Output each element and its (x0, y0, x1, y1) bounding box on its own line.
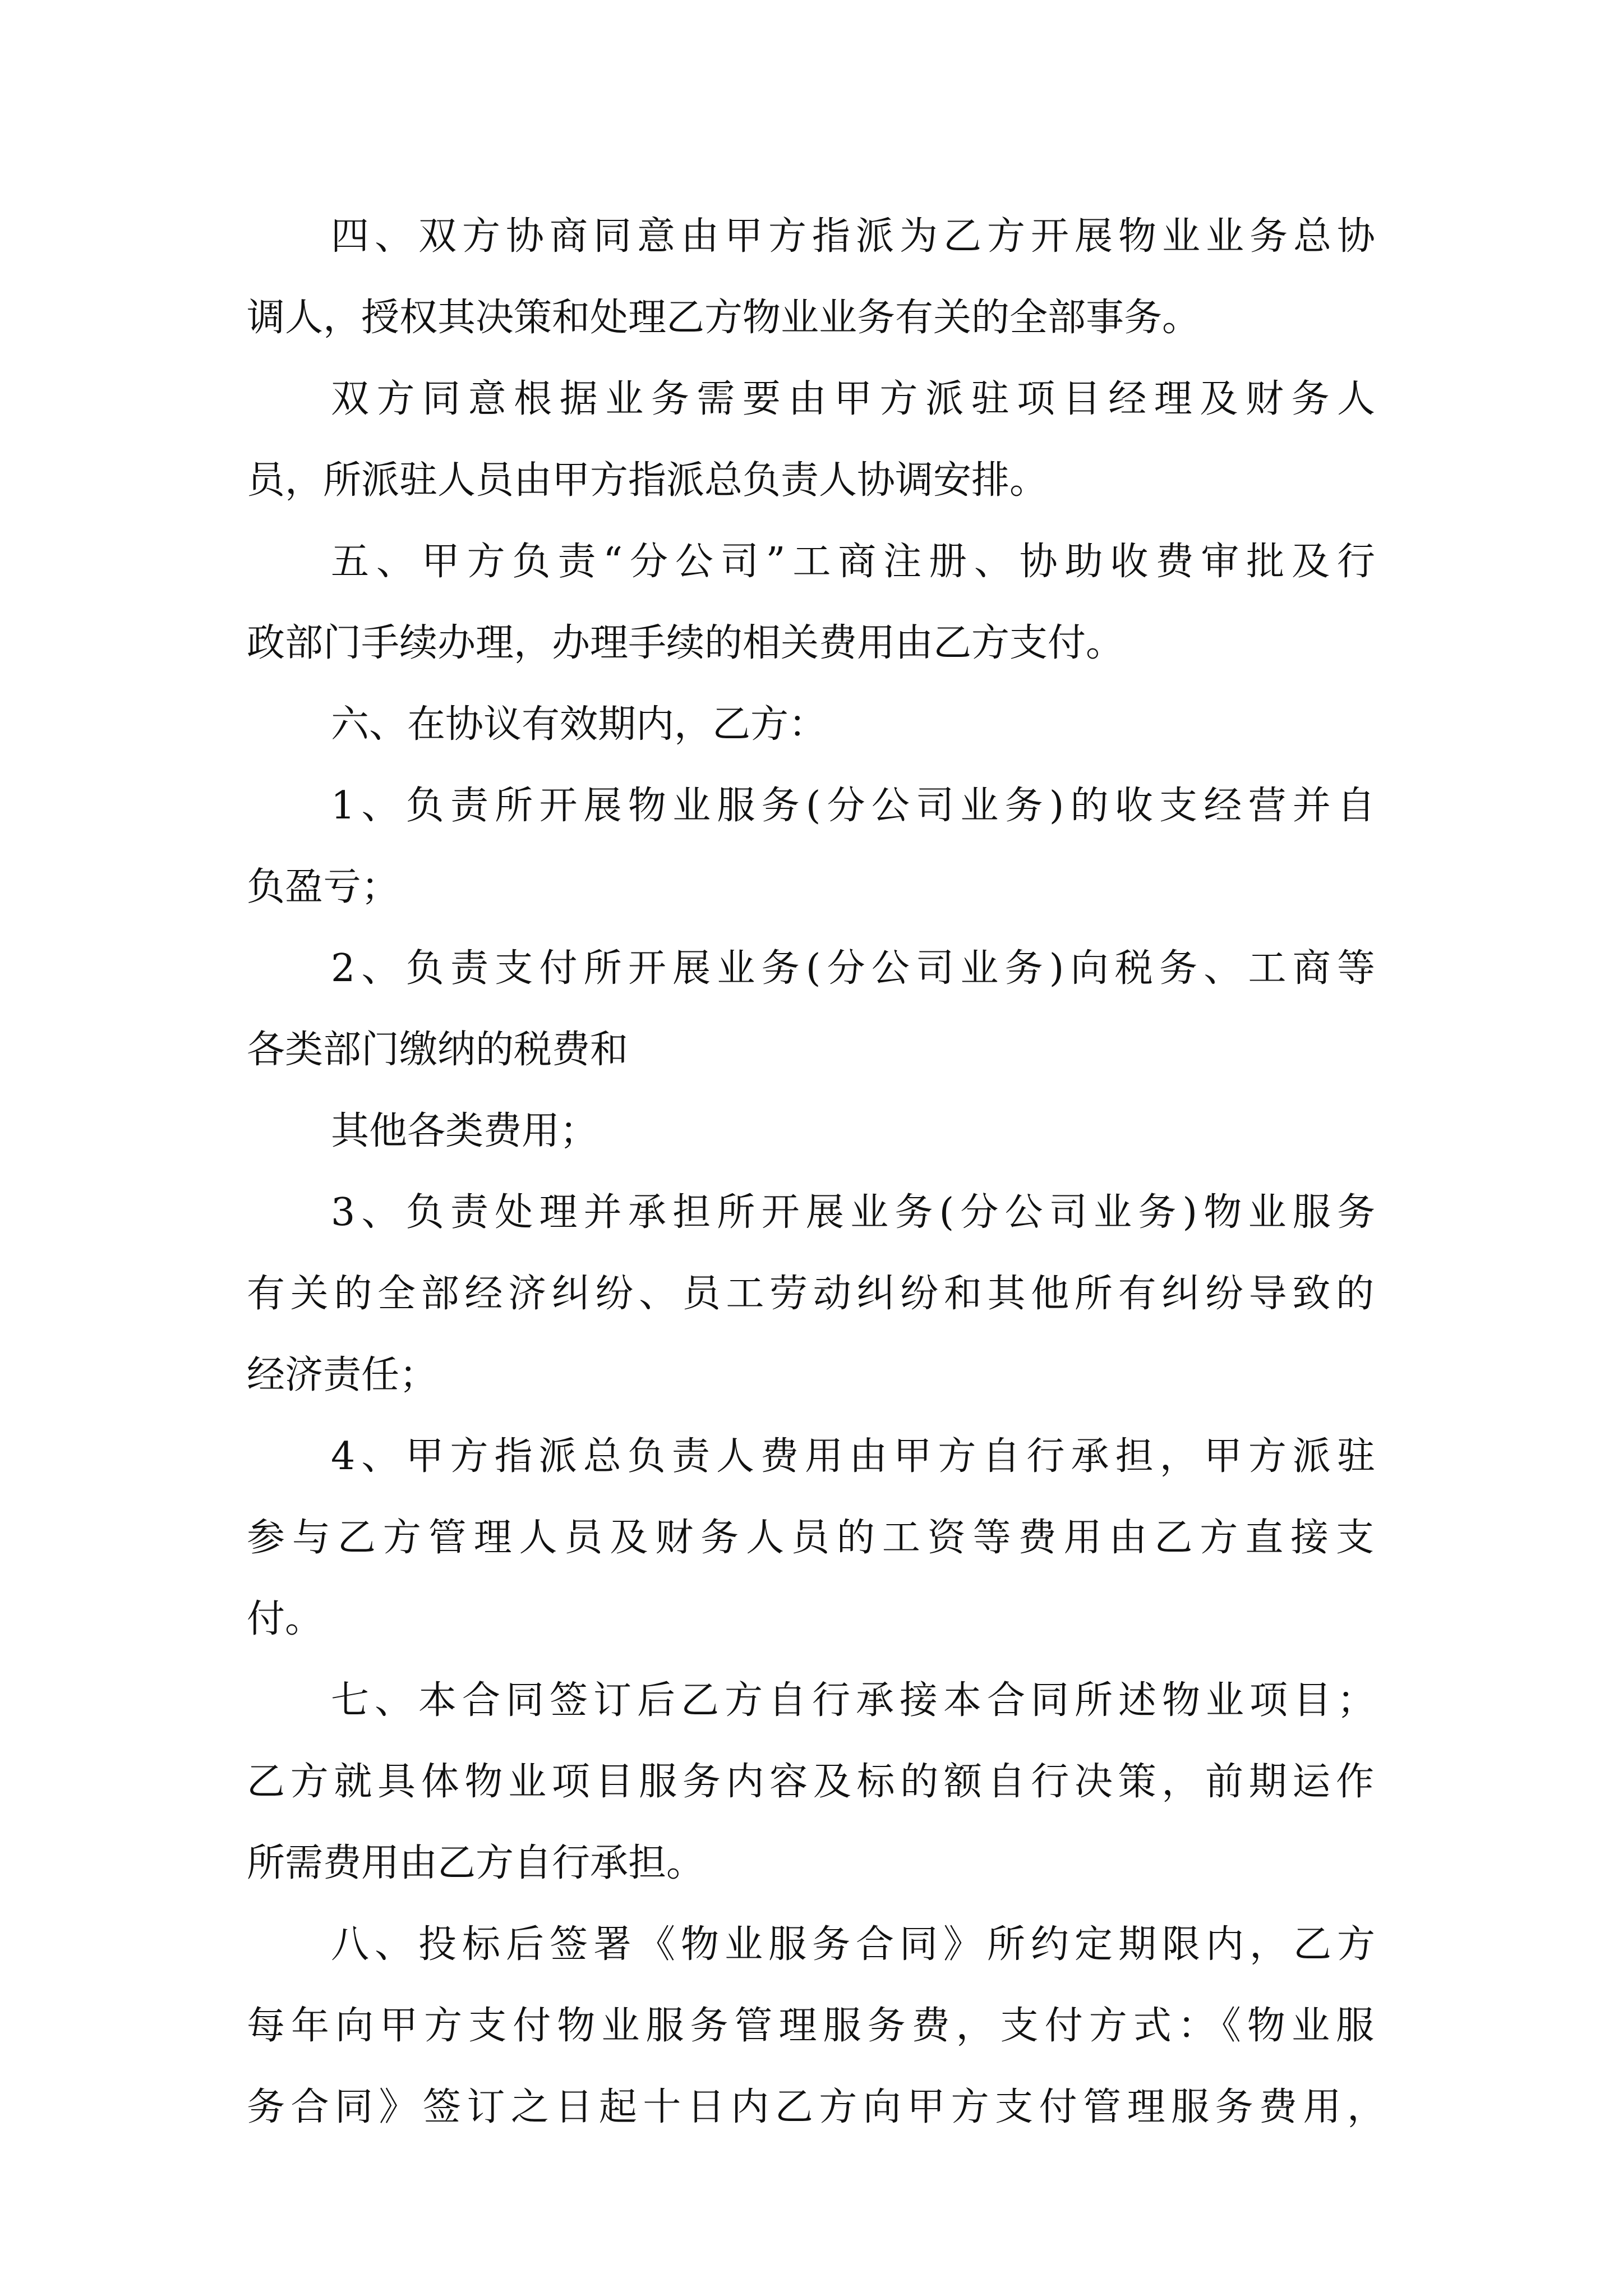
text-line: 四、双方协商同意由甲方指派为乙方开展物业业务总协 (331, 214, 1375, 259)
text-line: 所需费用由乙方自行承担。 (247, 1841, 705, 1885)
text-line: 经济责任； (247, 1353, 438, 1397)
text-line: 乙方就具体物业项目服务内容及标的额自行决策，前期运作 (247, 1760, 1374, 1804)
text-line: 务合同》签订之日起十日内乙方向甲方支付管理服务费用， (247, 2085, 1385, 2129)
text-line: 参与乙方管理人员及财务人员的工资等费用由乙方直接支 (247, 1516, 1374, 1560)
text-line: 六、在协议有效期内，乙方： (331, 702, 827, 747)
text-line: 八、投标后签署《物业服务合同》所约定期限内，乙方 (331, 1922, 1375, 1967)
text-line: 负盈亏； (247, 865, 400, 909)
text-line: 2、负责支付所开展业务(分公司业务)向税务、工商等 (331, 946, 1375, 991)
text-line: 五、甲方负责“分公司”工商注册、协助收费审批及行 (331, 540, 1375, 584)
text-line: 1、负责所开展物业服务(分公司业务)的收支经营并自 (331, 784, 1375, 828)
text-line: 4、甲方指派总负责人费用由甲方自行承担，甲方派驻 (331, 1434, 1375, 1479)
text-line: 政部门手续办理，办理手续的相关费用由乙方支付。 (247, 621, 1124, 665)
text-line: 有关的全部经济纠纷、员工劳动纠纷和其他所有纠纷导致的 (247, 1272, 1374, 1316)
text-line: 调人，授权其决策和处理乙方物业业务有关的全部事务。 (247, 296, 1201, 340)
text-line: 付。 (247, 1597, 324, 1641)
text-line: 3、负责处理并承担所开展业务(分公司业务)物业服务 (331, 1190, 1375, 1235)
text-line: 双方同意根据业务需要由甲方派驻项目经理及财务人 (331, 377, 1375, 421)
text-line: 其他各类费用； (331, 1109, 598, 1153)
text-line: 七、本合同签订后乙方自行承接本合同所述物业项目； (331, 1678, 1375, 1723)
text-line: 每年向甲方支付物业服务管理服务费，支付方式：《物业服 (247, 2004, 1374, 2048)
text-line: 各类部门缴纳的税费和 (247, 1028, 629, 1072)
text-line: 员，所派驻人员由甲方指派总负责人协调安排。 (247, 458, 1048, 503)
